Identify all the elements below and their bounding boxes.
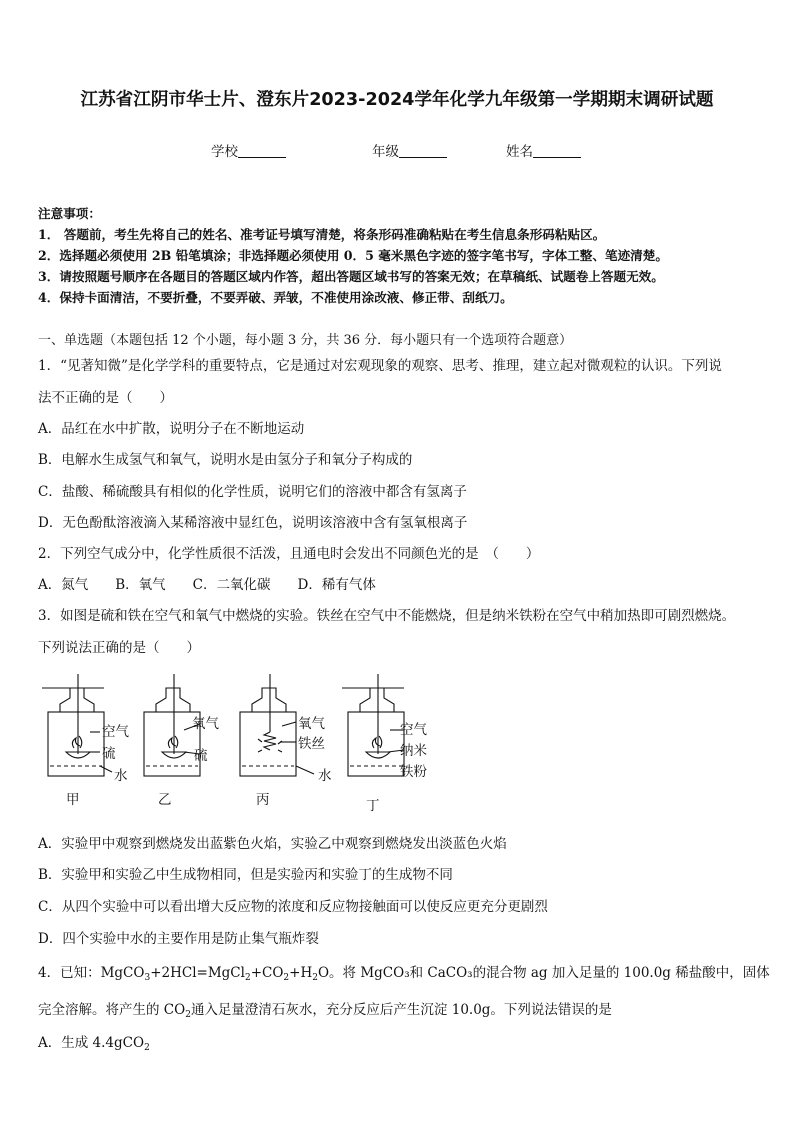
grade-field bbox=[372, 140, 447, 160]
caption-yi: 乙 bbox=[158, 792, 172, 808]
eq-sub: 2 bbox=[283, 973, 290, 983]
q4-stem-sub: 2 bbox=[185, 1010, 191, 1020]
school-field bbox=[211, 140, 286, 160]
label-wire-bing: 铁丝 bbox=[298, 736, 325, 752]
label-oxygen-bing: 氧气 bbox=[298, 716, 325, 732]
name-blank[interactable] bbox=[533, 143, 581, 158]
grade-label: 年级 bbox=[372, 144, 399, 160]
q4-stem bbox=[38, 961, 770, 983]
q1-stem-cont: 法不正确的是（ ） bbox=[38, 390, 173, 406]
q4-prefix: 4．已知： bbox=[38, 965, 101, 981]
page-title: 江苏省江阴市华士片、澄东片2023-2024学年化学九年级第一学期期末调研试题 bbox=[80, 90, 714, 110]
caption-bing: 丙 bbox=[256, 792, 270, 808]
q4-option-a bbox=[38, 1031, 150, 1053]
eq-sub: 2 bbox=[312, 973, 318, 983]
label-water-bing: 水 bbox=[318, 768, 332, 784]
school-label: 学校 bbox=[211, 144, 238, 160]
label-air-ding: 空气 bbox=[400, 722, 427, 738]
eq-part: MgCO bbox=[100, 965, 145, 981]
q3-stem-cont: 下列说法正确的是（ ） bbox=[38, 640, 200, 656]
q3-option-d: D．四个实验中水的主要作用是防止集气瓶炸裂 bbox=[38, 931, 319, 947]
caption-ding: 丁 bbox=[366, 798, 380, 814]
q3-option-a: A．实验甲中观察到燃烧发出蓝紫色火焰，实验乙中观察到燃烧发出淡蓝色火焰 bbox=[38, 836, 507, 852]
grade-blank[interactable] bbox=[399, 143, 447, 158]
q3-option-b: B．实验甲和实验乙中生成物相同，但是实验丙和实验丁的生成物不同 bbox=[38, 867, 453, 883]
notice-item: 4．保持卡面清洁，不要折叠，不要弄破、弄皱，不准使用涂改液、修正带、刮纸刀。 bbox=[38, 290, 513, 305]
q3-stem: 3．如图是硫和铁在空气和氧气中燃烧的实验。铁丝在空气中不能燃烧，但是纳米铁粉在空气中稍加热即可剧烈燃烧。 bbox=[38, 608, 736, 624]
notice-item: 2．选择题必须使用 2B 铅笔填涂；非选择题必须使用 0．5 毫米黑色字迹的签字笔书写，字体工整、笔迹清楚。 bbox=[38, 248, 668, 263]
q4-equation bbox=[101, 965, 329, 981]
q4-stem-part: 通入足量澄清石灰水，充分反应后产生沉淀 10.0g。下列说法错误的是 bbox=[190, 1002, 612, 1018]
eq-part: +CO bbox=[250, 965, 284, 981]
label-sulfur-jia: 硫 bbox=[102, 746, 116, 762]
label-sulfur-yi: 硫 bbox=[194, 748, 208, 764]
q1-option-c: C．盐酸、稀硫酸具有相似的化学性质，说明它们的溶液中都含有氢离子 bbox=[38, 484, 467, 500]
bottle-ding bbox=[342, 674, 404, 776]
q1-stem: 1．“见著知微”是化学学科的重要特点，它是通过对宏观现象的观察、思考、推理，建立起对微观粒的认识。下列说 bbox=[38, 358, 722, 374]
q4-option-a-sub: 2 bbox=[144, 1043, 150, 1053]
q2-stem: 2．下列空气成分中，化学性质很不活泼，且通电时会发出不同颜色光的是 （ ） bbox=[38, 546, 540, 562]
label-oxygen-yi: 氧气 bbox=[192, 716, 219, 732]
notice-item: 1． 答题前，考生先将自己的姓名、准考证号填写清楚，将条形码准确粘贴在考生信息条形码粘贴区。 bbox=[38, 227, 606, 242]
label-powder-ding: 铁粉 bbox=[400, 764, 427, 780]
q3-option-c: C．从四个实验中可以看出增大反应物的浓度和反应物接触面可以使反应更充分更剧烈 bbox=[38, 899, 548, 915]
name-field bbox=[506, 140, 581, 160]
notice-item: 3．请按照题号顺序在各题目的答题区域内作答，超出答题区域书写的答案无效；在草稿纸、试题卷上答题无效。 bbox=[38, 269, 664, 284]
q4-stem-cont bbox=[38, 998, 612, 1020]
combustion-figure bbox=[38, 668, 448, 818]
caption-jia: 甲 bbox=[66, 792, 80, 808]
eq-sub: 3 bbox=[144, 973, 151, 983]
q1-option-a: A．品红在水中扩散，说明分子在不断地运动 bbox=[38, 421, 305, 437]
q4-stem-tail: 。将 MgCO₃和 CaCO₃的混合物 ag 加入足量的 100.0g 稀盐酸中，固体 bbox=[329, 965, 770, 981]
name-label: 姓名 bbox=[506, 144, 533, 160]
eq-part: O bbox=[317, 965, 330, 981]
q1-option-d: D．无色酚酞溶液滴入某稀溶液中显红色，说明该溶液中含有氢氧根离子 bbox=[38, 515, 468, 531]
q4-option-a-text: A．生成 4.4gCO bbox=[38, 1035, 145, 1051]
eq-sub: 2 bbox=[244, 973, 251, 983]
q4-stem-part: 完全溶解。将产生的 CO bbox=[38, 1002, 186, 1018]
label-water-jia: 水 bbox=[114, 768, 128, 784]
eq-part: +2HCl=MgCl bbox=[150, 965, 245, 981]
combustion-diagram bbox=[38, 668, 448, 818]
label-air-jia: 空气 bbox=[102, 724, 129, 740]
notice-heading: 注意事项： bbox=[38, 206, 101, 221]
eq-part: +H bbox=[289, 965, 313, 981]
label-nano-ding: 纳米 bbox=[400, 743, 427, 759]
q2-options: A．氮气 B．氧气 C．二氧化碳 D．稀有气体 bbox=[38, 577, 376, 593]
section-heading: 一、单选题（本题包括 12 个小题，每小题 3 分，共 36 分．每小题只有一个选项符合题意） bbox=[38, 333, 573, 348]
q1-option-b: B．电解水生成氢气和氧气，说明水是由氢分子和氧分子构成的 bbox=[38, 452, 413, 468]
school-blank[interactable] bbox=[238, 143, 286, 158]
